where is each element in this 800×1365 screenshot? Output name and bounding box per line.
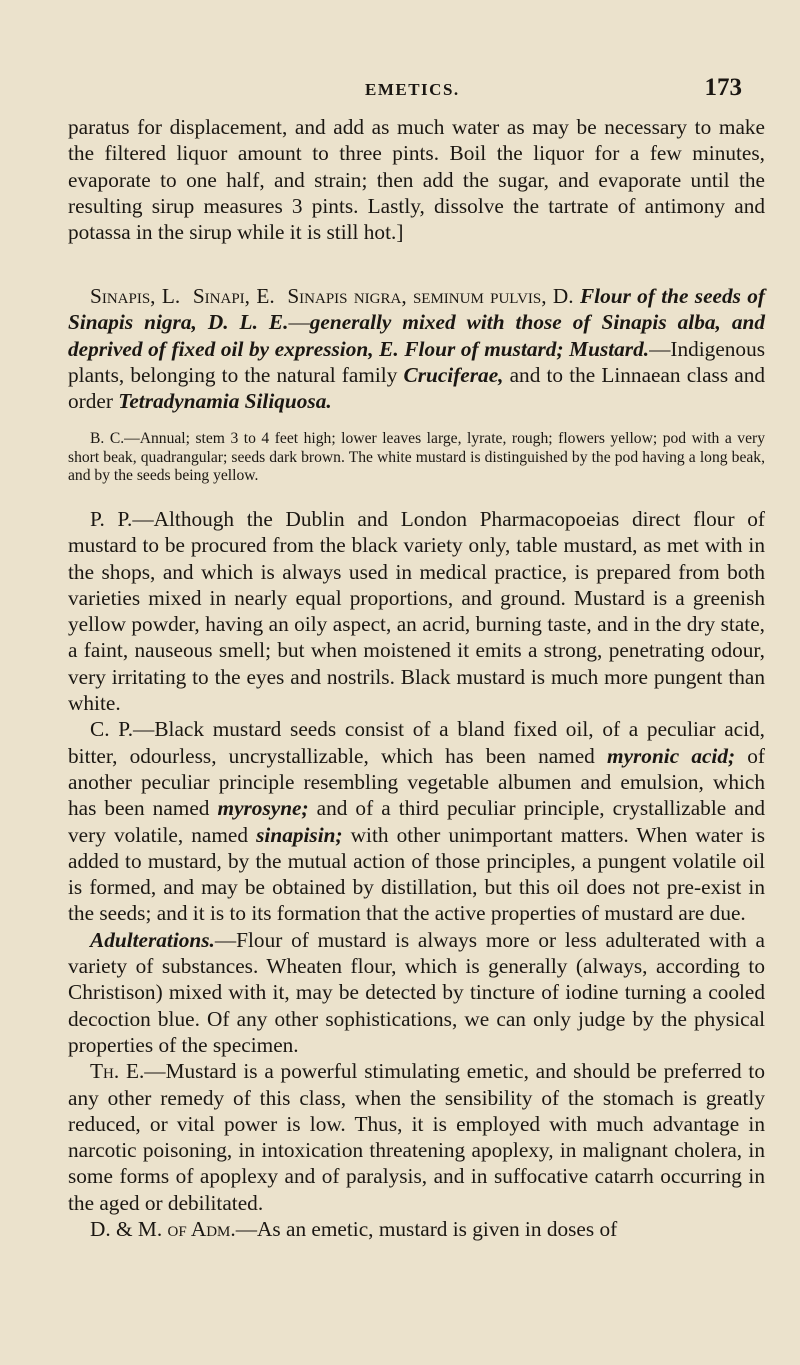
sinapis-description-b: and to the Linnaean class and order — [68, 362, 765, 414]
cp-paragraph — [68, 716, 765, 926]
term-myronic-acid: myronic acid; — [607, 743, 736, 768]
sinapis-heading-paragraph — [68, 283, 765, 414]
th-paragraph — [68, 1058, 765, 1216]
cp-label: C. P. — [90, 717, 134, 742]
bc-text: —Annual; stem 3 to 4 feet high; lower leaves large, lyrate, rough; flowers yellow; pod with a very short beak, quadrangular; seeds dark brown. The white mustard is distinguished by the pod having a long beak, and by the seeds being yellow. — [68, 430, 766, 485]
family-name: Cruciferae, — [403, 362, 504, 387]
dm-label: D. & M. of Adm. — [90, 1217, 236, 1242]
running-title: EMETICS. — [365, 80, 460, 99]
cp-text-c: and of a third peculiar principle, crystallizable and very volatile, named — [68, 796, 765, 847]
adulterations-paragraph — [68, 927, 765, 1058]
dm-text: —As an emetic, mustard is given in doses of — [235, 1217, 618, 1242]
sinapis-description-a: —Indigenous plants, belonging to the natural family — [68, 336, 765, 387]
pp-label: P. P. — [90, 507, 133, 531]
page-header — [0, 74, 800, 104]
sinapis-definition-2: generally mixed with those of Sinapis alba, and deprived of fixed oil by expression, E. — [68, 310, 765, 361]
dash: — — [288, 310, 310, 335]
pp-paragraph — [68, 506, 765, 716]
page-number: 173 — [704, 74, 742, 101]
sinapis-entry — [68, 283, 765, 414]
intro-block — [68, 114, 765, 245]
cp-text-a: —Black mustard seeds consist of a bland fixed oil, of a peculiar acid, bitter, odourless, uncrystallizable, which has been named — [68, 717, 765, 768]
bc-paragraph — [68, 430, 765, 486]
adulterations-text: —Flour of mustard is always more or less adulterated with a variety of substances. Wheaten flour, which is generally (always, according to Christison) mixed with it, may be detected by tincture of iodine turning a cooled decoction blue. Of any other sophistications, we can only judge by the physical properties of the specimen. — [68, 927, 765, 1057]
intro-paragraph: paratus for displacement, and add as much water as may be necessary to make the filtered liquor amount to three pints. Boil the liquor for a few minutes, evaporate to one half, and strain; then add the sugar, and evaporate until the resulting sirup measures 3 pints. Lastly, dissolve the tartrate of antimony and potassa in the sirup while it is still hot.] — [68, 115, 765, 245]
bc-label: B. C. — [90, 430, 125, 447]
sinapis-definition-3: Flour of mustard; Mustard. — [404, 336, 650, 361]
sinapis-name-3: Sinapis nigra, seminum pulvis, D. — [287, 284, 574, 308]
cp-text-b: of another peculiar principle resembling vegetable albumen and emulsion, which has been named — [68, 743, 765, 821]
pp-text: —Although the Dublin and London Pharmacopoeias direct flour of mustard to be procured from the black variety only, table mustard, as met with in the shops, and which is always used in medical practice, is prepared from both varieties mixed in nearly equal proportions, and ground. Mustard is a greenish yellow powder, having an oily aspect, an acrid, burning taste, and in the dry state, a faint, nauseous smell; but when moistened it emits a strong, penetrating odour, very irritating to the eyes and nostrils. Black mustard is much more pungent than white. — [68, 507, 765, 716]
sinapis-name-2: Sinapi, E. — [192, 284, 275, 308]
th-label: Th. E. — [90, 1059, 145, 1084]
term-sinapisin: sinapisin; — [256, 822, 343, 847]
dm-paragraph — [68, 1216, 765, 1242]
sinapis-definition-1: Flour of the seeds of Sinapis nigra, D. L. E. — [68, 284, 765, 335]
order-name: Tetradynamia Siliquosa. — [118, 389, 332, 414]
term-myrosyne: myrosyne; — [217, 796, 309, 821]
adulterations-label: Adulterations. — [90, 927, 215, 952]
th-text: —Mustard is a powerful stimulating emetic, and should be preferred to any other remedy of this class, when the sensibility of the stomach is greatly reduced, or vital power is low. Thus, it is employed with much advantage in narcotic poisoning, in intoxication threatening apoplexy, in malignant cholera, in some forms of apoplexy and of paralysis, and in suffocative catarrh occurring in the aged or debilitated. — [68, 1059, 765, 1215]
botanical-characters — [68, 430, 765, 486]
sinapis-name-1: Sinapis, L. — [90, 284, 181, 308]
cp-text-d: with other unimportant matters. When water is added to mustard, by the mutual action of those principles, a pungent volatile oil is formed, and may be obtained by distillation, but this oil does not pre-exist in the seeds; and it is to its formation that the active properties of mustard are due. — [68, 822, 766, 926]
main-text — [68, 506, 765, 1242]
